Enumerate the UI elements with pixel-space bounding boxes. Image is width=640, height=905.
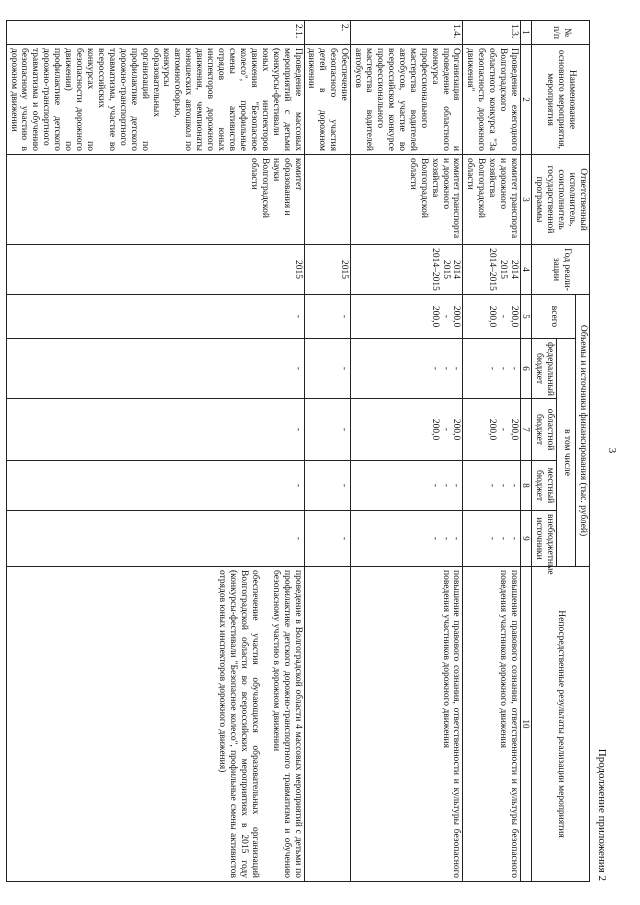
row-extra: - - - bbox=[463, 511, 521, 567]
column-number: 8 bbox=[521, 461, 532, 511]
row-extra: - - - bbox=[351, 511, 463, 567]
row-result-extra: обеспечение участия обучающихся образовательных организаций Волгоградской области во всероссийских мероприятиях в 2015 году (конкурсы-фестивали "Безопасное колесо", профильные смены активистов отрядов юных инспекторов дорожного движения) bbox=[217, 570, 260, 879]
row-years: 2015 bbox=[304, 245, 351, 295]
row-local: - - - bbox=[463, 461, 521, 511]
row-name: Обеспечение безопасного участия детей в дорожном движении bbox=[304, 45, 351, 155]
row-result-text: проведение в Волгоградской области 4 массовых мероприятий с детьми по профилактике детского дорожно-транспортного травматизма и обучению безопасному участию в дорожном движении bbox=[270, 570, 303, 879]
column-number: 7 bbox=[521, 399, 532, 461]
column-number: 3 bbox=[521, 155, 532, 245]
row-result bbox=[6, 567, 304, 882]
column-number: 2 bbox=[521, 45, 532, 155]
header-regional: областной бюджет bbox=[532, 399, 557, 461]
row-extra: - bbox=[304, 511, 351, 567]
header-year: Год реали-зации bbox=[532, 245, 590, 295]
row-executor: комитет образования и науки Волгоградской области bbox=[6, 155, 304, 245]
table-row bbox=[463, 21, 521, 882]
row-regional: - bbox=[6, 399, 304, 461]
row-federal: - - - bbox=[351, 339, 463, 399]
header-financing: Объемы и источники финансирования (тыс. рублей) bbox=[576, 295, 590, 567]
header-federal: федеральный бюджет bbox=[532, 339, 557, 399]
row-extra: - bbox=[6, 511, 304, 567]
header-results: Непосредственные результаты реализации мероприятия bbox=[532, 567, 590, 882]
row-total: - bbox=[6, 295, 304, 339]
row-total: 200,0 - 200,0 bbox=[351, 295, 463, 339]
row-name: Проведение массовых мероприятий с детьми (конкурсы-фестивали юных инспекторов движения "Безопасное колесо", профильные смены активистов отрядов юных инспекторов дорожного движения, чемпионаты юношеских автошкол по автомногоборью, конкурсы образовательных организаций по профилактике детского дорожно-транспортного травматизма, участие во всероссийских конкурсах по безопасности дорожного движения) по профилактике детского дорожно-транспортного травматизма и обучению безопасному участию в дорожном движении bbox=[6, 45, 304, 155]
header-total: всего bbox=[532, 295, 576, 339]
row-executor: комитет транспорта и дорожного хозяйства Волгоградской области bbox=[463, 155, 521, 245]
row-name: Проведение ежегодного Волгоградского областного конкурса "За безопасность дорожного движения" bbox=[463, 45, 521, 155]
column-number: 10 bbox=[521, 567, 532, 882]
table-row bbox=[6, 21, 304, 882]
column-number: 9 bbox=[521, 511, 532, 567]
row-number: 1.4. bbox=[351, 21, 463, 45]
header-name: Наименование основного мероприятия, мероприятия bbox=[532, 45, 590, 155]
row-regional: 200,0 - 200,0 bbox=[463, 399, 521, 461]
row-name: Организация и проведение областного конкурса профессионального мастерства водителей автобусов, участие во всероссийском конкурсе профессионального мастерства водителей автобусов bbox=[351, 45, 463, 155]
row-federal: - bbox=[6, 339, 304, 399]
row-years: 2015 bbox=[6, 245, 304, 295]
row-federal: - - - bbox=[463, 339, 521, 399]
row-result: повышение правового сознания, ответственности и культуры безопасного поведения участников дорожного движения bbox=[463, 567, 521, 882]
page-number: 3 bbox=[606, 447, 618, 454]
row-regional: 200,0 - 200,0 bbox=[351, 399, 463, 461]
column-number: 5 bbox=[521, 295, 532, 339]
header-local: местный бюджет bbox=[532, 461, 557, 511]
table-row bbox=[351, 21, 463, 882]
header-executor: Ответственный исполнитель, соисполнитель государственной программы bbox=[532, 155, 590, 245]
row-total: 200,0 - 200,0 bbox=[463, 295, 521, 339]
row-local: - - - bbox=[351, 461, 463, 511]
row-federal: - bbox=[304, 339, 351, 399]
row-result bbox=[304, 567, 351, 882]
column-number: 6 bbox=[521, 339, 532, 399]
row-years: 2014 2015 2014–2015 bbox=[351, 245, 463, 295]
row-result: повышение правового сознания, ответственности и культуры безопасного поведения участников дорожного движения bbox=[351, 567, 463, 882]
column-number-row bbox=[521, 21, 532, 882]
column-number: 1 bbox=[521, 21, 532, 45]
row-regional: - bbox=[304, 399, 351, 461]
document-page bbox=[8, 20, 620, 881]
row-number: 2.1. bbox=[6, 21, 304, 45]
row-local: - bbox=[304, 461, 351, 511]
row-number: 1.3. bbox=[463, 21, 521, 45]
appendix-title: Продолжение приложения 2 bbox=[596, 748, 608, 881]
column-number: 4 bbox=[521, 245, 532, 295]
header-no: № п/п bbox=[532, 21, 590, 45]
table-row bbox=[304, 21, 351, 882]
program-table bbox=[6, 20, 590, 882]
row-executor: комитет транспорта и дорожного хозяйства Волгоградской области bbox=[351, 155, 463, 245]
header-including: в том числе bbox=[557, 339, 576, 567]
row-executor bbox=[304, 155, 351, 245]
row-years: 2014 2015 2014–2015 bbox=[463, 245, 521, 295]
header-extra: внебюджетные источники bbox=[532, 511, 557, 567]
row-total: - bbox=[304, 295, 351, 339]
row-number: 2. bbox=[304, 21, 351, 45]
row-local: - bbox=[6, 461, 304, 511]
